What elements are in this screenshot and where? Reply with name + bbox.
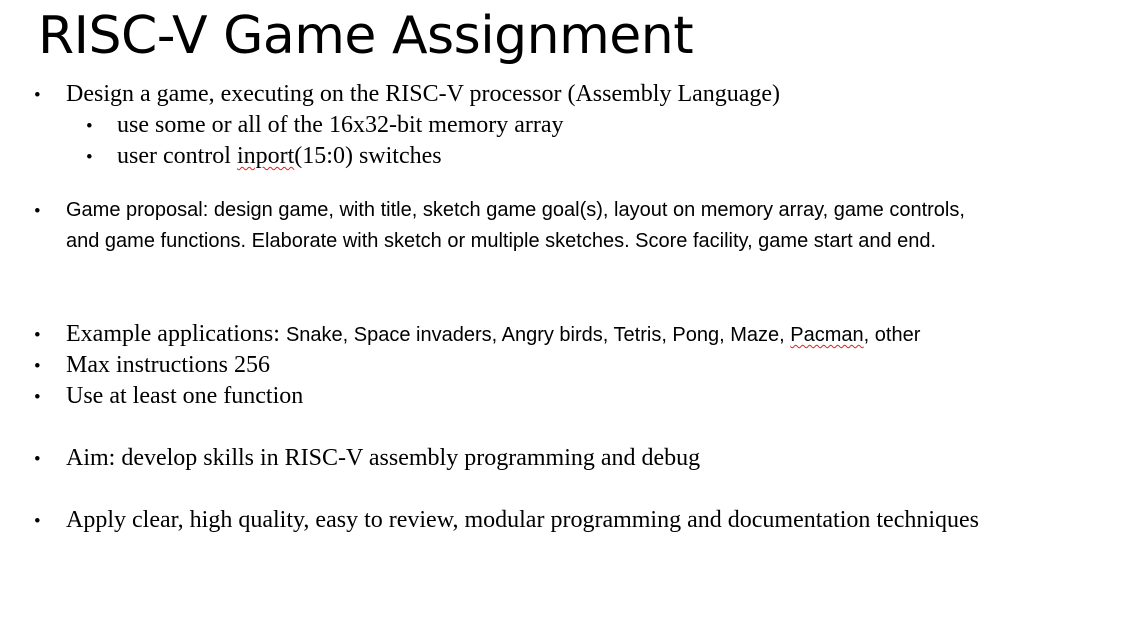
example-applications-label: Example applications: [66,321,286,347]
bullet-dot: • [34,387,41,408]
example-applications-list: Snake, Space invaders, Angry birds, Tetris, Pong, Maze, [285,324,791,346]
bullet-game-proposal-line1: Game proposal: design game, with title, sketch game goal(s), layout on memory array, game controls, [66,199,965,221]
bullet-max-instructions: Max instructions 256 [66,352,270,378]
bullet-aim: Aim: develop skills in RISC-V assembly programming and debug [66,445,701,471]
example-applications-other: , other [863,324,921,346]
bullet-design-game: Design a game, executing on the RISC-V processor (Assembly Language) [66,81,781,107]
bullet-dot: • [34,511,41,532]
bullet-dot: • [34,325,41,346]
spellcheck-flagged-word: Pacman [790,324,864,346]
sub-bullet-user-control-start: user control [117,143,237,169]
sub-bullet-memory-array: use some or all of the 16x32-bit memory array [117,112,564,138]
bullet-dot: • [34,356,41,377]
bullet-dot: • [34,85,41,106]
bullet-dot: • [86,116,93,137]
bullet-dot: • [86,147,93,168]
bullet-game-proposal-line2: and game functions. Elaborate with sketch or multiple sketches. Score facility, game start and end. [66,230,937,252]
bullet-use-function: Use at least one function [66,383,304,409]
spellcheck-flagged-word: inport [236,143,295,169]
slide-title: RISC-V Game Assignment [38,6,694,66]
bullet-dot: • [34,449,41,470]
bullet-dot: • [34,201,41,222]
sub-bullet-user-control [117,143,442,170]
sub-bullet-user-control-end: (15:0) switches [294,143,442,169]
bullet-example-applications [66,321,920,348]
bullet-apply-techniques: Apply clear, high quality, easy to review, modular programming and documentation techniques [66,507,980,533]
